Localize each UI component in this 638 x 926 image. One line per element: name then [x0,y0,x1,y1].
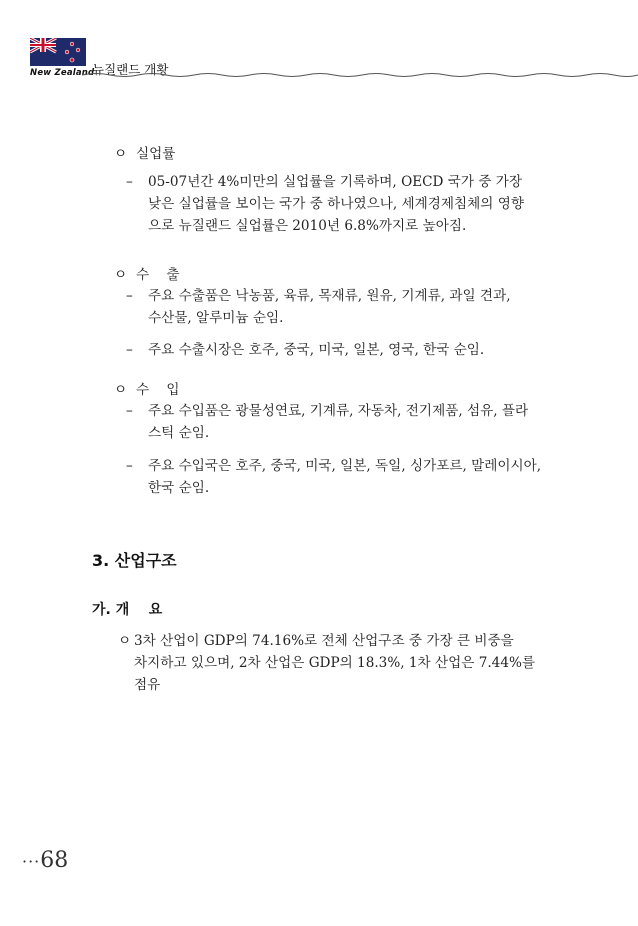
heading-text: 수 출 [136,267,180,283]
list-item [126,339,484,361]
list-item [126,285,511,329]
bullet-heading-exports [114,263,180,283]
item-line: 수산물, 알루미늄 순임. [148,310,284,326]
dash-symbol: – [126,288,133,304]
bullet-symbol: ㅇ [114,146,128,162]
logo-text: New Zealand [30,68,95,78]
new-zealand-flag-icon [30,38,86,66]
item-line: 주요 수출시장은 호주, 중국, 미국, 일본, 영국, 한국 순임. [148,342,485,358]
page-header [0,0,638,90]
section-title: 3. 산업구조 [92,551,177,570]
page-number [22,848,68,873]
leader-dots: ··· [22,852,41,871]
page-number-value: 68 [40,848,69,873]
paragraph-line: 3차 산업이 GDP의 74.16%로 전체 산업구조 중 가장 큰 비중을 [134,633,514,649]
item-line: 05-07년간 4%미만의 실업률을 기록하며, OECD 국가 중 가장 [148,174,523,190]
bullet-heading-imports [114,378,180,398]
bullet-symbol: ㅇ [114,267,128,283]
dash-symbol: – [126,342,133,358]
list-item [126,400,528,444]
item-line: 한국 순임. [148,480,210,496]
dash-symbol: – [126,458,133,474]
dash-symbol: – [126,174,133,190]
overview-paragraph [118,630,558,696]
item-line: 주요 수입국은 호주, 중국, 미국, 일본, 독일, 싱가포르, 말레이시아, [148,458,542,474]
item-line: 주요 수출품은 낙농품, 육류, 목재류, 원유, 기계류, 과일 견과, [148,288,511,304]
list-item [126,171,524,237]
item-line: 주요 수입품은 광물성연료, 기계류, 자동차, 전기제품, 섬유, 플라 [148,403,529,419]
heading-text: 실업률 [136,146,176,162]
new-zealand-logo [30,38,95,82]
bullet-heading-unemployment [114,142,175,162]
bullet-symbol: ㅇ [114,382,128,398]
item-line: 스틱 순임. [148,425,210,441]
dash-symbol: – [126,403,133,419]
paragraph-line: 점유 [134,677,161,693]
list-item [126,455,541,499]
subsection-title: 가. 개 요 [92,602,163,618]
item-line: 으로 뉴질랜드 실업률은 2010년 6.8%까지로 높아짐. [148,218,467,234]
header-rule [82,72,638,78]
item-line: 낮은 실업률을 보이는 국가 중 하나였으나, 세계경제침체의 영향 [148,196,524,212]
paragraph-line: 차지하고 있으며, 2차 산업은 GDP의 18.3%, 1차 산업은 7.44%를 [134,655,536,671]
heading-text: 수 입 [136,382,180,398]
header-title: 뉴질랜드 개황 [92,62,169,77]
bullet-symbol: ㅇ [118,633,132,649]
